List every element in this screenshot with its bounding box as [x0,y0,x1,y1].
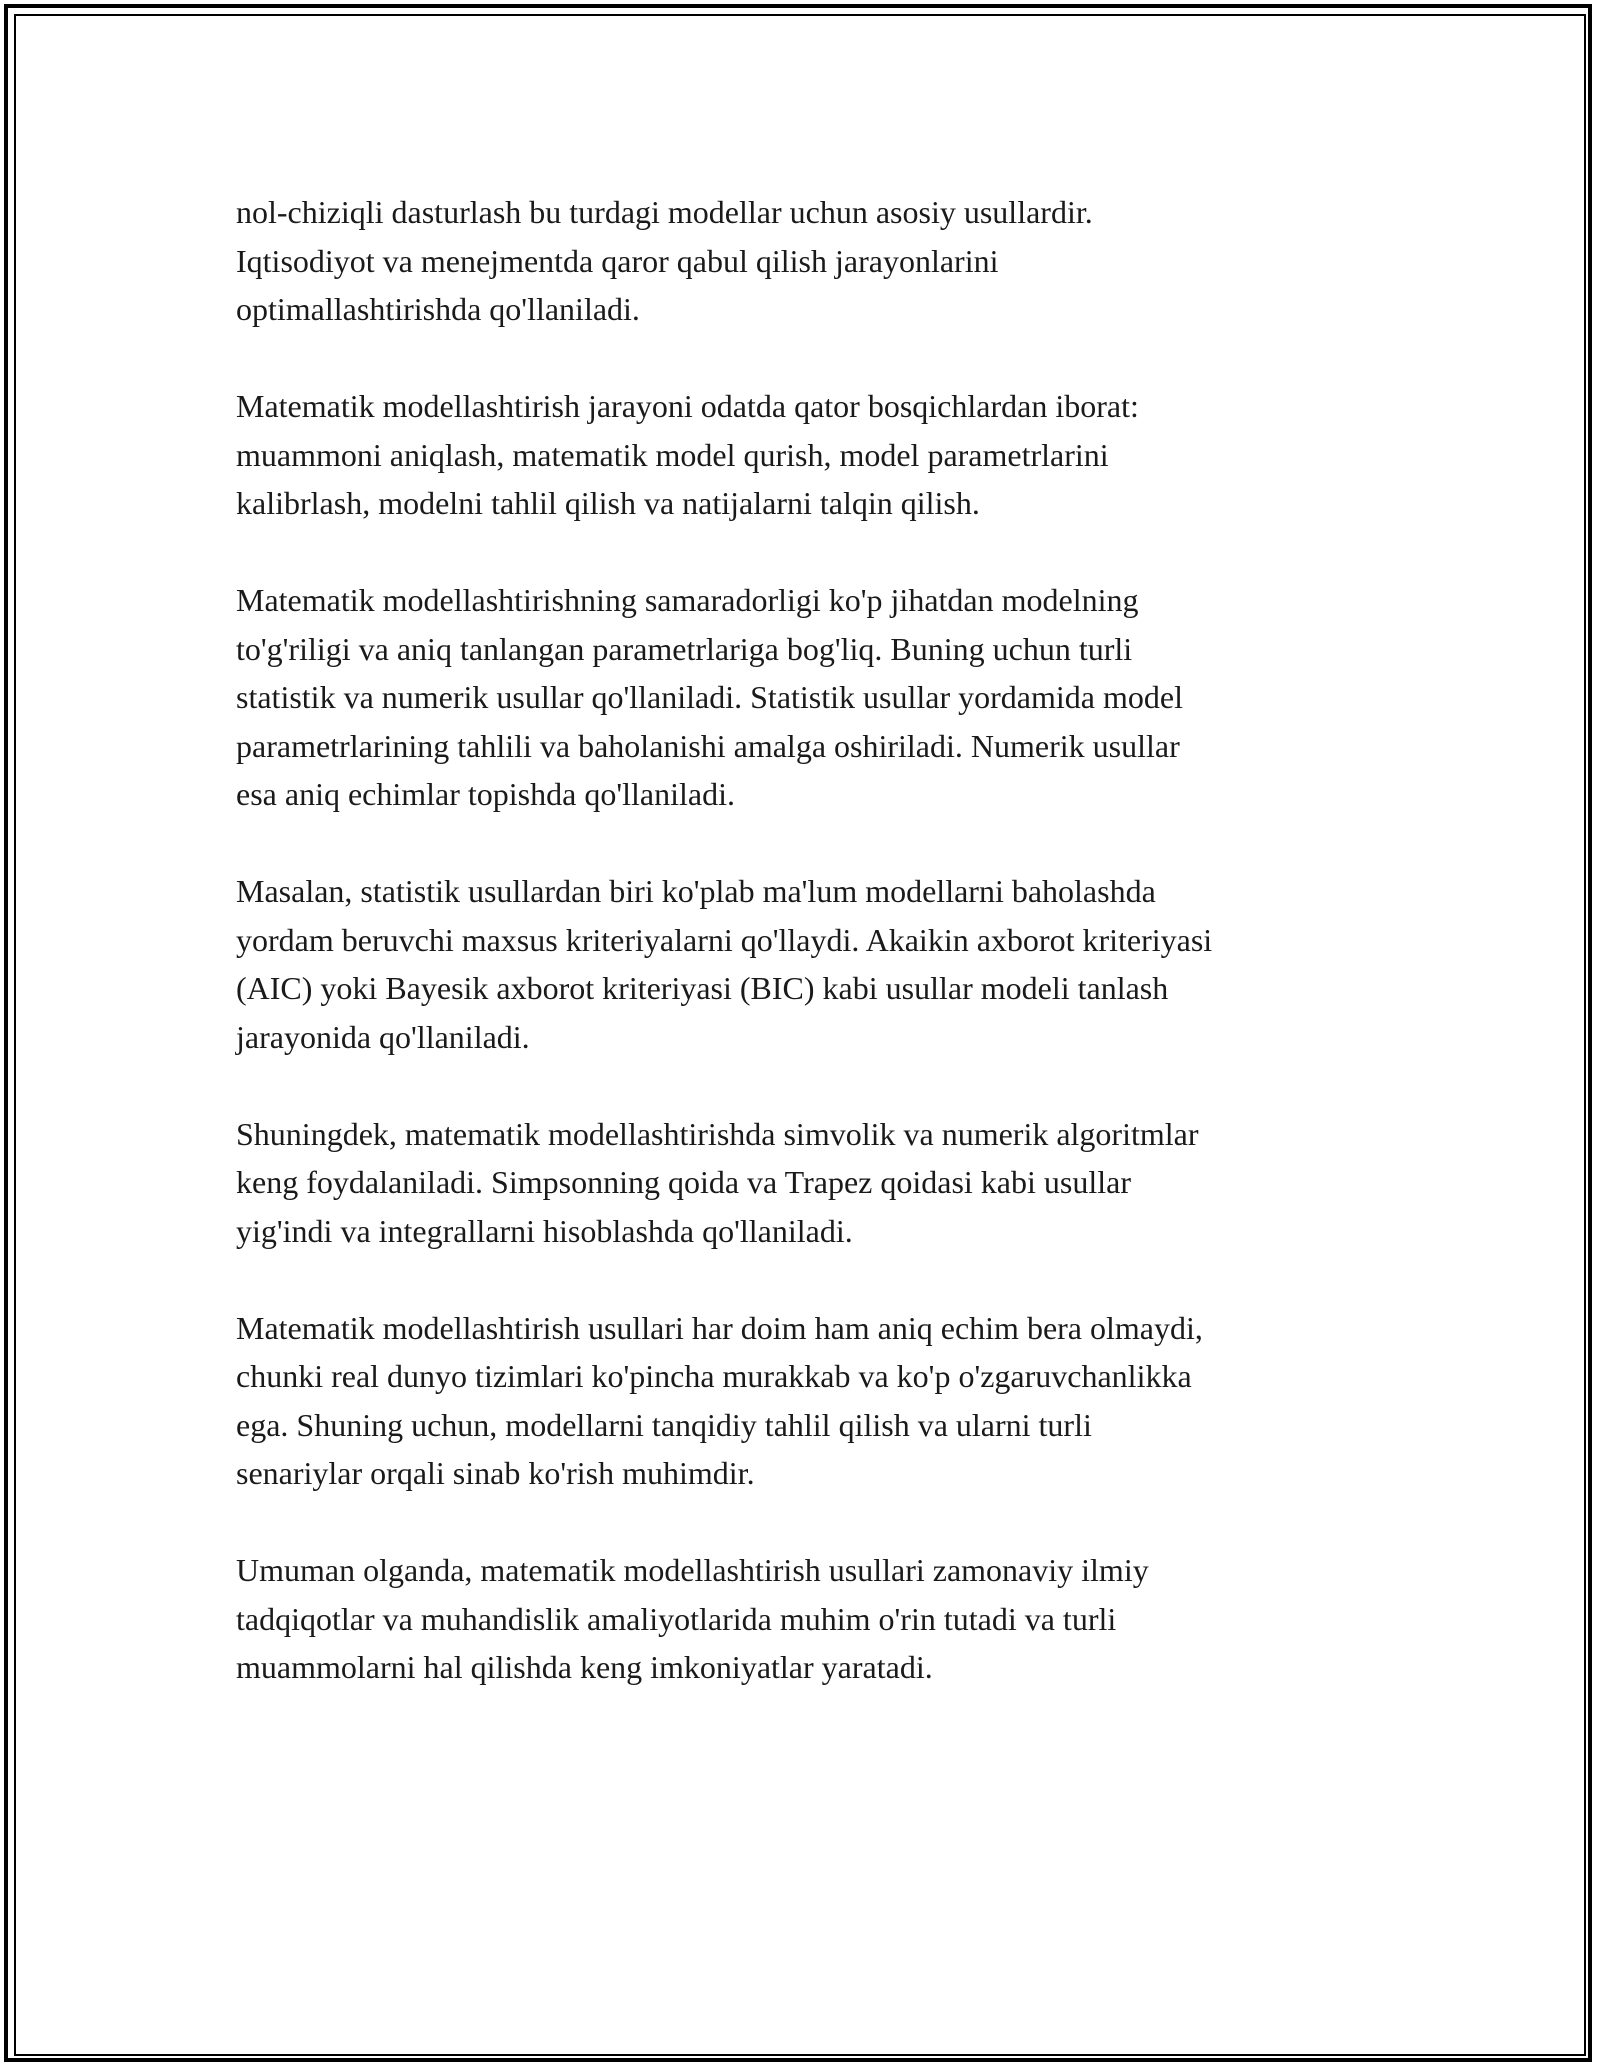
paragraph-3: Matematik modellashtirishning samaradorligi ko'p jihatdan modelning to'g'riligi va aniq tanlangan parametrlariga bog'liq. Buning uchun turli statistik va numerik usullar qo'llaniladi. Statistik usullar yordamida model parametrlarining tahlili va baholanishi amalga oshiriladi. Numerik usullar esa aniq echimlar topishda qo'llaniladi. [236,582,1183,812]
paragraph-4: Masalan, statistik usullardan biri ko'plab ma'lum modellarni baholashda yordam beruvchi maxsus kriteriyalarni qo'llaydi. Akaikin axborot kriteriyasi (AIC) yoki Bayesik axborot kriteriyasi (BIC) kabi usullar modeli tanlash jarayonida qo'llaniladi. [236,873,1213,1055]
paragraph-1: nol-chiziqli dasturlash bu turdagi modellar uchun asosiy usullardir. Iqtisodiyot va menejmentda qaror qabul qilish jarayonlarini optimallashtirishda qo'llaniladi. [236,194,1093,327]
paragraph-6: Matematik modellashtirish usullari har doim ham aniq echim bera olmaydi, chunki real dunyo tizimlari ko'pincha murakkab va ko'p o'zgaruvchanlikka ega. Shuning uchun, modellarni tanqidiy tahlil qilish va ularni turli senariylar orqali sinab ko'rish muhimdir. [236,1309,1203,1491]
paragraph-2: Matematik modellashtirish jarayoni odatda qator bosqichlardan iborat: muammoni aniqlash, matematik model qurish, model parametrlarini kalibrlash, modelni tahlil qilish va natijalarni talqin qilish. [236,388,1139,521]
paragraph-7: Umuman olganda, matematik modellashtirish usullari zamonaviy ilmiy tadqiqotlar va muhandislik amaliyotlarida muhim o'rin tutadi va turli muammolarni hal qilishda keng imkoniyatlar yaratadi. [236,1552,1149,1685]
paragraph-5: Shuningdek, matematik modellashtirishda simvolik va numerik algoritmlar keng foydalaniladi. Simpsonning qoida va Trapez qoidasi kabi usullar yig'indi va integrallarni hisoblashda qo'llaniladi. [236,1115,1199,1249]
document-body [236,188,1376,1692]
